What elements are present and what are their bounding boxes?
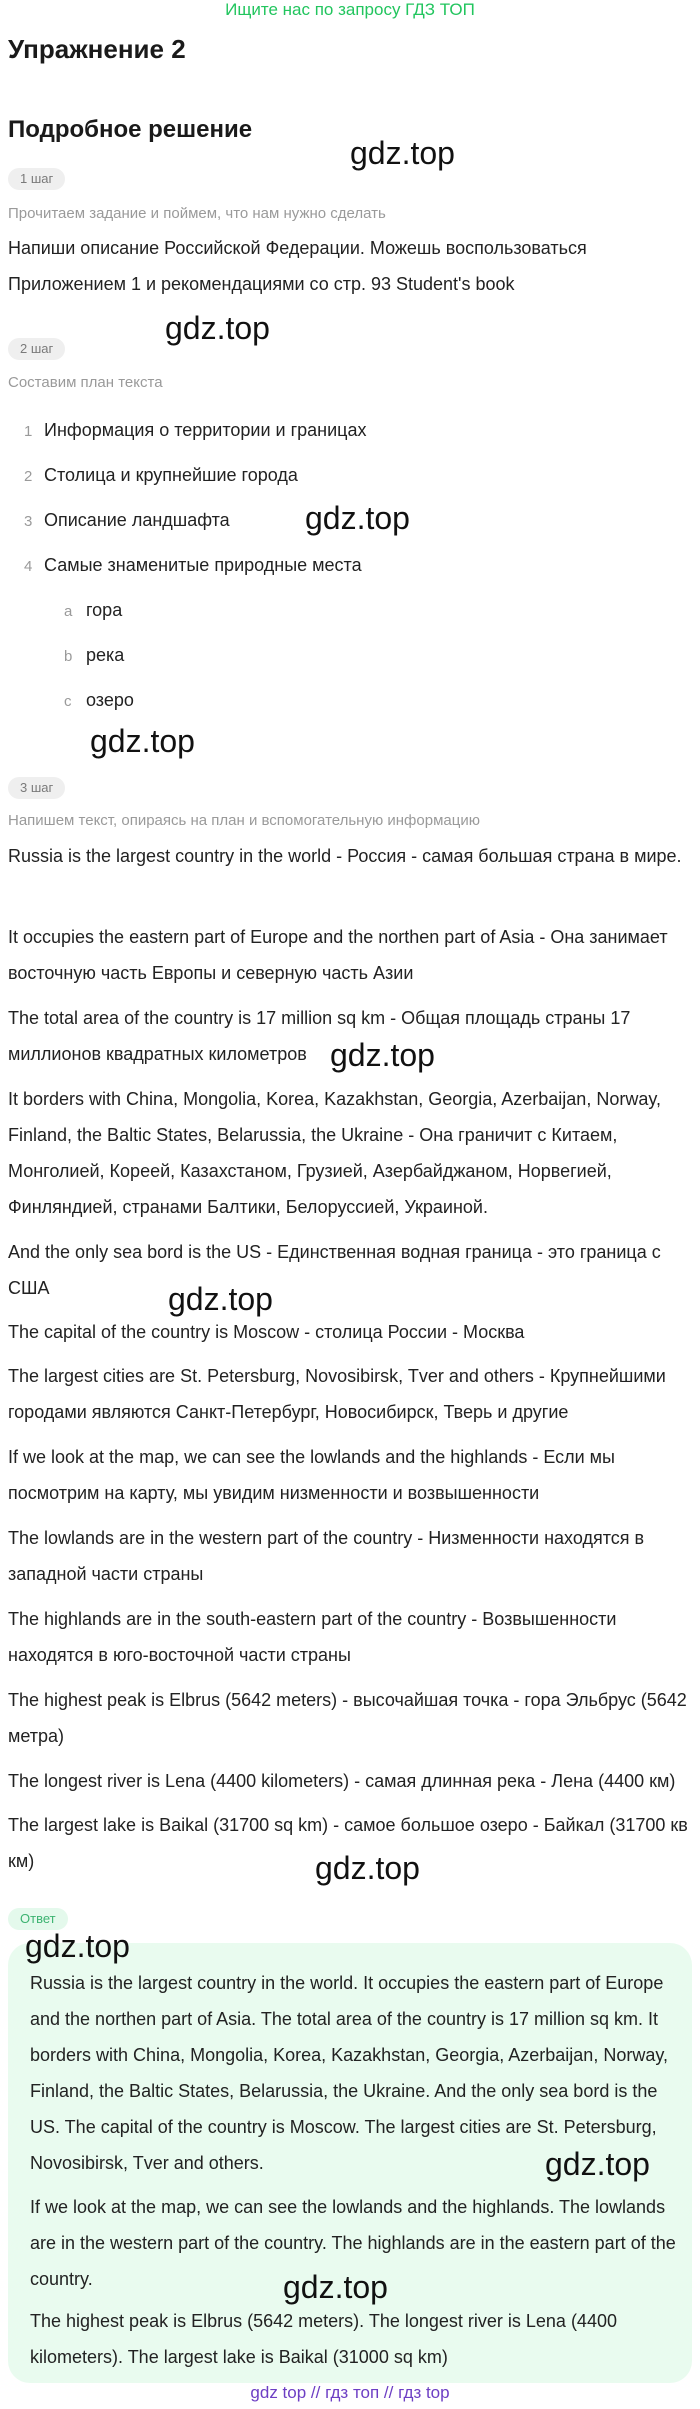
list-item: Информация о территории и границах bbox=[44, 420, 367, 440]
list-number: 4 bbox=[24, 558, 33, 575]
watermark: gdz.top bbox=[330, 1037, 435, 1073]
watermark: gdz.top bbox=[315, 1850, 420, 1886]
page-title: Упражнение 2 bbox=[8, 34, 186, 64]
list-letter: c bbox=[64, 693, 72, 710]
list-item: Столица и крупнейшие города bbox=[44, 465, 298, 485]
solution-paragraph: The largest cities are St. Petersburg, Novosibirsk, Tver and others - Крупнейшими городами являются Санкт-Петербург, Новосибирск, Тверь и другие bbox=[8, 1366, 666, 1422]
solution-paragraph: It borders with China, Mongolia, Korea, Kazakhstan, Georgia, Azerbaijan, Norway, Finland, the Baltic States, Belarussia, the Ukraine - Она граничит с Китаем, Монголией, Кореей, Казахстаном, Грузией, Азербайджаном, Норвегией, Финляндией, странами Балтики, Белоруссией, Украиной. bbox=[8, 1089, 662, 1217]
solution-paragraph: Russia is the largest country in the world - Россия - самая большая страна в мире. bbox=[8, 846, 682, 866]
list-subitem: река bbox=[86, 645, 125, 665]
solution-paragraph: It occupies the eastern part of Europe and the northen part of Asia - Она занимает восточную часть Европы и северную часть Азии bbox=[8, 927, 668, 983]
answer-badge: Ответ bbox=[8, 1908, 68, 1930]
section-title: Подробное решение bbox=[8, 116, 253, 143]
answer-paragraph: The highest peak is Elbrus (5642 meters). The longest river is Lena (4400 kilometers). The largest lake is Baikal (31000 sq km) bbox=[30, 2311, 617, 2367]
watermark: gdz.top bbox=[545, 2146, 650, 2182]
step-badge: 2 шаг bbox=[8, 338, 65, 360]
list-subitem: гора bbox=[86, 600, 123, 620]
solution-paragraph: If we look at the map, we can see the lowlands and the highlands - Если мы посмотрим на карту, мы увидим низменности и возвышенности bbox=[8, 1447, 615, 1503]
solution-paragraph: The longest river is Lena (4400 kilometers) - самая длинная река - Лена (4400 км) bbox=[8, 1771, 676, 1791]
step-note: Прочитаем задание и поймем, что нам нужно сделать bbox=[8, 205, 386, 222]
watermark: gdz.top bbox=[168, 1281, 273, 1317]
step-note: Напишем текст, опираясь на план и вспомогательную информацию bbox=[8, 812, 480, 829]
step-badge: 3 шаг bbox=[8, 777, 65, 799]
list-number: 1 bbox=[24, 423, 33, 440]
watermark: gdz.top bbox=[165, 310, 270, 346]
solution-paragraph: The total area of the country is 17 million sq km - Общая площадь страны 17 миллионов квадратных километров bbox=[8, 1008, 631, 1064]
solution-paragraph: The highlands are in the south-eastern part of the country - Возвышенности находятся в юго-восточной части страны bbox=[8, 1609, 617, 1665]
list-number: 2 bbox=[24, 468, 33, 485]
solution-paragraph: The largest lake is Baikal (31700 sq km) - самое большое озеро - Байкал (31700 кв км) bbox=[8, 1815, 688, 1871]
watermark: gdz.top bbox=[350, 135, 455, 171]
answer-paragraph: If we look at the map, we can see the lowlands and the highlands. The lowlands are in the western part of the country. The highlands are in the eastern part of the country. bbox=[30, 2197, 676, 2289]
list-letter: a bbox=[64, 603, 73, 620]
list-number: 3 bbox=[24, 513, 33, 530]
step-note: Составим план текста bbox=[8, 374, 163, 391]
watermark: gdz.top bbox=[25, 1928, 130, 1964]
promo-banner[interactable]: Ищите нас по запросу ГДЗ ТОП bbox=[225, 0, 475, 19]
watermark: gdz.top bbox=[90, 723, 195, 759]
solution-paragraph: The capital of the country is Moscow - столица России - Москва bbox=[8, 1322, 525, 1342]
footer-links[interactable]: gdz top // гдз топ // гдз top bbox=[250, 2383, 450, 2402]
watermark: gdz.top bbox=[305, 500, 410, 536]
task-text: Напиши описание Российской Федерации. Можешь воспользоваться Приложением 1 и рекомендациями со стр. 93 Student's book bbox=[8, 238, 587, 294]
solution-paragraph: The highest peak is Elbrus (5642 meters) - высочайшая точка - гора Эльбрус (5642 метра) bbox=[8, 1690, 687, 1746]
watermark: gdz.top bbox=[283, 2269, 388, 2305]
list-item: Описание ландшафта bbox=[44, 510, 230, 530]
list-item: Самые знаменитые природные места bbox=[44, 555, 362, 575]
list-subitem: озеро bbox=[86, 690, 134, 710]
solution-paragraph: The lowlands are in the western part of the country - Низменности находятся в западной части страны bbox=[8, 1528, 645, 1584]
solution-paragraph: And the only sea bord is the US - Единственная водная граница - это граница с США bbox=[8, 1242, 661, 1298]
list-letter: b bbox=[64, 648, 73, 665]
answer-paragraph: Russia is the largest country in the world. It occupies the eastern part of Europe and the northen part of Asia. The total area of the country is 17 million sq km. It borders with China, Mongolia, Korea, Kazakhstan, Georgia, Azerbaijan, Norway, Finland, the Baltic States, Belarussia, the Ukraine. And the only sea bord is the US. The capital of the country is Moscow. The largest cities are St. Petersburg, Novosibirsk, Tver and others. bbox=[30, 1973, 668, 2173]
step-badge: 1 шаг bbox=[8, 168, 65, 190]
